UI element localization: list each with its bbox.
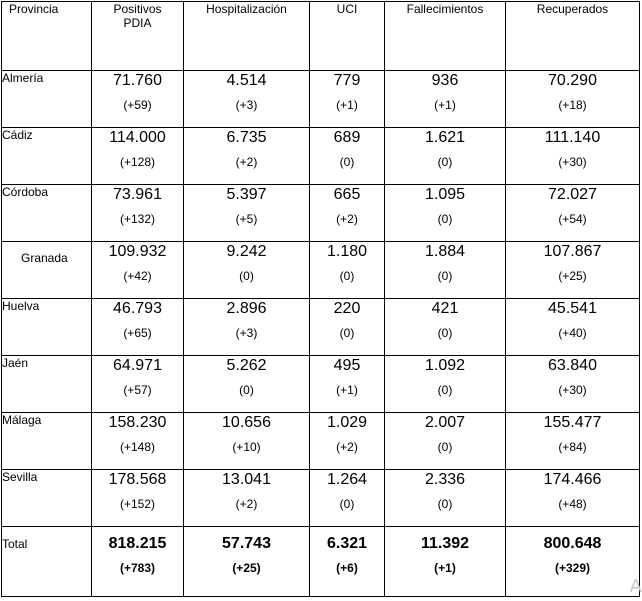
total-recuperados-cell (506, 527, 640, 597)
header-positivos-line1: Positivos (113, 2, 162, 16)
total-positivos-change: (+783) (119, 561, 156, 575)
table-row (2, 185, 640, 242)
table-row (2, 128, 640, 185)
uci-cell (310, 356, 385, 413)
recuperados-cell (506, 242, 640, 299)
total-fallecimientos-value: 11.392 (420, 535, 470, 552)
header-hospitalizacion: Hospitalización (184, 2, 310, 71)
hospitalizacion-value: 9.242 (226, 243, 267, 260)
hospitalizacion-change: (0) (239, 269, 254, 283)
uci-change: (+1) (336, 383, 358, 397)
fallecimientos-value: 1.621 (424, 129, 466, 146)
hospitalizacion-value: 5.262 (226, 357, 267, 374)
fallecimientos-change: (+1) (434, 98, 456, 112)
header-provincia: Provincia (2, 2, 92, 71)
fallecimientos-cell (385, 185, 506, 242)
fallecimientos-change: (0) (437, 155, 453, 169)
fallecimientos-cell (385, 242, 506, 299)
positivos-change: (+148) (119, 440, 156, 454)
positivos-change: (+42) (123, 269, 152, 283)
hospitalizacion-value: 4.514 (226, 72, 267, 89)
recuperados-change: (+84) (558, 440, 587, 454)
table-row (2, 71, 640, 128)
positivos-cell (92, 242, 184, 299)
hospitalizacion-change: (+2) (235, 497, 258, 511)
positivos-change: (+59) (123, 98, 152, 112)
fallecimientos-value: 421 (431, 300, 459, 317)
total-positivos-value: 818.215 (108, 535, 167, 552)
total-hospitalizacion-change: (+25) (232, 561, 261, 575)
total-uci-value: 6.321 (326, 535, 368, 552)
hospitalizacion-value: 5.397 (226, 186, 267, 203)
total-positivos-cell (92, 527, 184, 597)
hospitalizacion-cell (184, 128, 310, 185)
positivos-change: (+57) (123, 383, 152, 397)
total-hospitalizacion-cell (184, 527, 310, 597)
hospitalizacion-change: (+2) (235, 155, 258, 169)
hospitalizacion-cell (184, 356, 310, 413)
uci-value: 1.180 (326, 243, 368, 260)
header-uci: UCI (310, 2, 385, 71)
uci-cell (310, 185, 385, 242)
positivos-change: (+132) (119, 212, 156, 226)
province-name: Córdoba (2, 185, 92, 242)
recuperados-value: 155.477 (543, 414, 602, 431)
uci-change: (+2) (336, 212, 358, 226)
recuperados-change: (+30) (558, 383, 587, 397)
fallecimientos-change: (0) (437, 383, 453, 397)
positivos-cell (92, 356, 184, 413)
hospitalizacion-change: (0) (239, 383, 254, 397)
hospitalizacion-change: (+3) (235, 98, 258, 112)
recuperados-value: 107.867 (543, 243, 602, 260)
positivos-value: 71.760 (113, 72, 162, 89)
uci-change: (+2) (336, 440, 358, 454)
uci-cell (310, 470, 385, 527)
fallecimientos-value: 1.092 (424, 357, 466, 374)
total-hospitalizacion-value: 57.743 (222, 535, 271, 552)
province-name: Huelva (2, 299, 92, 356)
positivos-change: (+152) (119, 497, 156, 511)
recuperados-value: 111.140 (544, 129, 601, 146)
fallecimientos-value: 1.884 (424, 243, 466, 260)
hospitalizacion-change: (+3) (235, 326, 258, 340)
uci-value: 220 (333, 300, 361, 317)
hospitalizacion-change: (+5) (235, 212, 258, 226)
uci-cell (310, 242, 385, 299)
fallecimientos-cell (385, 299, 506, 356)
recuperados-cell (506, 413, 640, 470)
positivos-cell (92, 71, 184, 128)
positivos-value: 158.230 (108, 414, 167, 431)
uci-change: (0) (339, 269, 355, 283)
total-uci-cell (310, 527, 385, 597)
province-name: Granada (2, 242, 92, 299)
positivos-cell (92, 413, 184, 470)
positivos-cell (92, 128, 184, 185)
uci-value: 1.264 (326, 471, 368, 488)
total-recuperados-change: (+329) (554, 561, 591, 575)
recuperados-change: (+18) (558, 98, 587, 112)
province-name: Sevilla (2, 470, 92, 527)
uci-change: (+1) (336, 98, 358, 112)
uci-value: 495 (333, 357, 361, 374)
hospitalizacion-cell (184, 242, 310, 299)
uci-cell (310, 128, 385, 185)
fallecimientos-cell (385, 128, 506, 185)
hospitalizacion-value: 6.735 (226, 129, 267, 146)
total-label: Total (2, 527, 92, 597)
fallecimientos-value: 2.007 (424, 414, 466, 431)
total-recuperados-value: 800.648 (543, 535, 602, 552)
uci-cell (310, 71, 385, 128)
fallecimientos-cell (385, 413, 506, 470)
fallecimientos-value: 2.336 (424, 471, 466, 488)
positivos-value: 64.971 (113, 357, 162, 374)
table-row (2, 470, 640, 527)
recuperados-change: (+40) (558, 326, 587, 340)
fallecimientos-cell (385, 71, 506, 128)
uci-value: 689 (333, 129, 361, 146)
total-fallecimientos-change: (+1) (434, 561, 456, 575)
positivos-value: 114.000 (109, 129, 166, 146)
header-recuperados: Recuperados (506, 2, 640, 71)
positivos-value: 46.793 (113, 300, 162, 317)
fallecimientos-change: (0) (437, 326, 453, 340)
covid-data-table (1, 1, 640, 597)
positivos-change: (+65) (123, 326, 152, 340)
province-name: Cádiz (2, 128, 92, 185)
recuperados-change: (+25) (558, 269, 587, 283)
header-fallecimientos: Fallecimientos (385, 2, 506, 71)
total-row (2, 527, 640, 597)
recuperados-value: 63.840 (548, 357, 597, 374)
header-positivos-line2: PDIA (123, 16, 152, 30)
recuperados-cell (506, 185, 640, 242)
fallecimientos-value: 1.095 (424, 186, 466, 203)
positivos-cell (92, 185, 184, 242)
fallecimientos-cell (385, 356, 506, 413)
uci-value: 779 (333, 72, 361, 89)
header-positivos-pdia (92, 2, 184, 71)
positivos-value: 73.961 (113, 186, 162, 203)
fallecimientos-value: 936 (431, 72, 459, 89)
hospitalizacion-cell (184, 185, 310, 242)
uci-cell (310, 299, 385, 356)
uci-change: (0) (339, 155, 355, 169)
recuperados-change: (+48) (558, 497, 587, 511)
province-name: Jaén (2, 356, 92, 413)
province-name: Almería (2, 71, 92, 128)
fallecimientos-change: (0) (437, 440, 453, 454)
uci-value: 665 (333, 186, 361, 203)
recuperados-cell (506, 470, 640, 527)
fallecimientos-change: (0) (437, 212, 453, 226)
hospitalizacion-cell (184, 470, 310, 527)
positivos-value: 178.568 (108, 471, 167, 488)
recuperados-value: 45.541 (548, 300, 597, 317)
total-fallecimientos-cell (385, 527, 506, 597)
recuperados-cell (506, 356, 640, 413)
total-uci-change: (+6) (336, 561, 358, 575)
watermark-text: A (629, 576, 642, 597)
uci-change: (0) (339, 326, 355, 340)
fallecimientos-change: (0) (437, 497, 453, 511)
table-row (2, 242, 640, 299)
uci-cell (310, 413, 385, 470)
uci-value: 1.029 (326, 414, 368, 431)
recuperados-change: (+54) (558, 212, 587, 226)
recuperados-cell (506, 299, 640, 356)
hospitalizacion-value: 13.041 (222, 471, 271, 488)
table-row (2, 299, 640, 356)
positivos-change: (+128) (119, 155, 156, 169)
hospitalizacion-change: (+10) (232, 440, 261, 454)
recuperados-value: 72.027 (548, 186, 597, 203)
header-row (2, 2, 640, 71)
recuperados-value: 174.466 (543, 471, 602, 488)
province-name: Málaga (2, 413, 92, 470)
hospitalizacion-value: 10.656 (222, 414, 271, 431)
hospitalizacion-cell (184, 299, 310, 356)
hospitalizacion-cell (184, 413, 310, 470)
fallecimientos-change: (0) (437, 269, 453, 283)
positivos-value: 109.932 (108, 243, 167, 260)
recuperados-change: (+30) (558, 155, 587, 169)
recuperados-cell (506, 71, 640, 128)
recuperados-cell (506, 128, 640, 185)
positivos-cell (92, 470, 184, 527)
fallecimientos-cell (385, 470, 506, 527)
positivos-cell (92, 299, 184, 356)
uci-change: (0) (339, 497, 355, 511)
recuperados-value: 70.290 (548, 72, 597, 89)
table-row (2, 413, 640, 470)
hospitalizacion-value: 2.896 (226, 300, 267, 317)
table-row (2, 356, 640, 413)
hospitalizacion-cell (184, 71, 310, 128)
